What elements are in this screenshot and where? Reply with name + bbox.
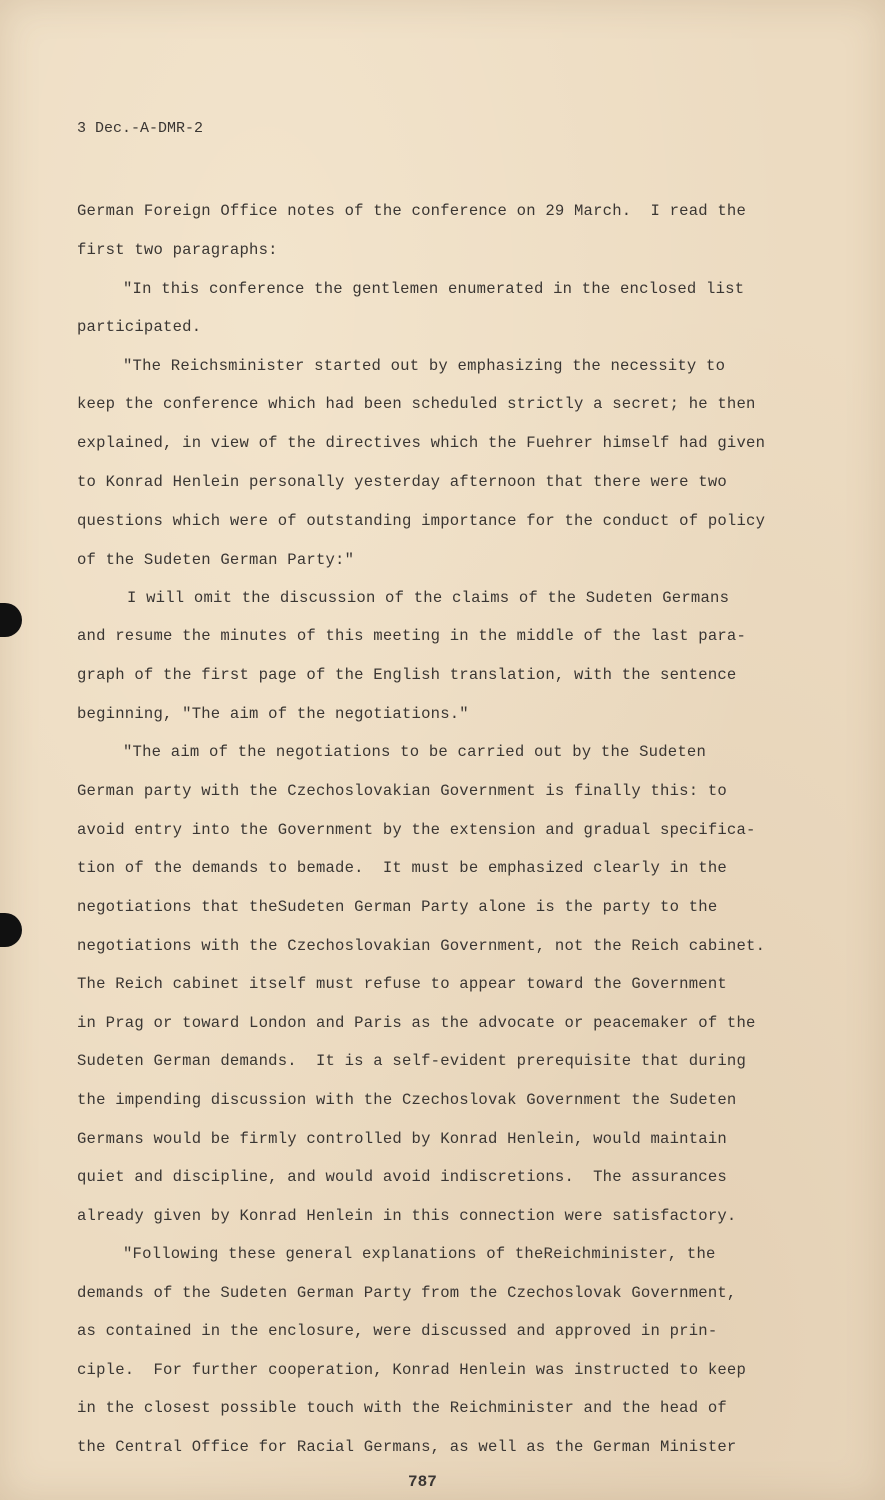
body-line: "The aim of the negotiations to be carried out by the Sudeten	[123, 743, 707, 761]
body-line: explained, in view of the directives which the Fuehrer himself had given	[77, 434, 766, 452]
body-line: "The Reichsminister started out by emphasizing the necessity to	[123, 357, 726, 375]
body-line: and resume the minutes of this meeting in the middle of the last para-	[77, 627, 747, 645]
punch-hole-lower	[0, 913, 22, 947]
body-line: Sudeten German demands. It is a self-evident prerequisite that during	[77, 1052, 747, 1070]
body-line: Germans would be firmly controlled by Konrad Henlein, would maintain	[77, 1130, 727, 1148]
body-line: The Reich cabinet itself must refuse to appear toward the Government	[77, 975, 727, 993]
body-line: "In this conference the gentlemen enumerated in the enclosed list	[123, 280, 745, 298]
body-line: as contained in the enclosure, were discussed and approved in prin-	[77, 1322, 718, 1340]
body-line: questions which were of outstanding importance for the conduct of policy	[77, 512, 766, 530]
body-line: first two paragraphs:	[77, 241, 278, 259]
body-line: of the Sudeten German Party:"	[77, 551, 355, 569]
body-line: "Following these general explanations of theReichminister, the	[123, 1245, 716, 1263]
body-line: beginning, "The aim of the negotiations."	[77, 705, 469, 723]
body-line: to Konrad Henlein personally yesterday afternoon that there were two	[77, 473, 727, 491]
body-line: the Central Office for Racial Germans, as well as the German Minister	[77, 1438, 737, 1456]
body-line: keep the conference which had been scheduled strictly a secret; he then	[77, 395, 756, 413]
body-line: in Prag or toward London and Paris as the advocate or peacemaker of the	[77, 1014, 756, 1032]
body-line: negotiations that theSudeten German Party alone is the party to the	[77, 898, 718, 916]
body-line: ciple. For further cooperation, Konrad Henlein was instructed to keep	[77, 1361, 747, 1379]
document-header: 3 Dec.-A-DMR-2	[77, 120, 204, 137]
body-line: negotiations with the Czechoslovakian Government, not the Reich cabinet.	[77, 937, 766, 955]
body-line: demands of the Sudeten German Party from the Czechoslovak Government,	[77, 1284, 737, 1302]
body-line: participated.	[77, 318, 202, 336]
body-line: quiet and discipline, and would avoid indiscretions. The assurances	[77, 1168, 727, 1186]
body-line: tion of the demands to bemade. It must be emphasized clearly in the	[77, 859, 727, 877]
body-line: I will omit the discussion of the claims of the Sudeten Germans	[127, 589, 730, 607]
body-line: the impending discussion with the Czechoslovak Government the Sudeten	[77, 1091, 737, 1109]
punch-hole-upper	[0, 603, 22, 637]
body-line: in the closest possible touch with the Reichminister and the head of	[77, 1399, 727, 1417]
body-line: German Foreign Office notes of the conference on 29 March. I read the	[77, 202, 747, 220]
body-line: already given by Konrad Henlein in this connection were satisfactory.	[77, 1207, 737, 1225]
body-line: German party with the Czechoslovakian Government is finally this: to	[77, 782, 727, 800]
body-line: graph of the first page of the English translation, with the sentence	[77, 666, 737, 684]
body-line: avoid entry into the Government by the extension and gradual specifica-	[77, 821, 756, 839]
page-number: 787	[408, 1473, 437, 1491]
